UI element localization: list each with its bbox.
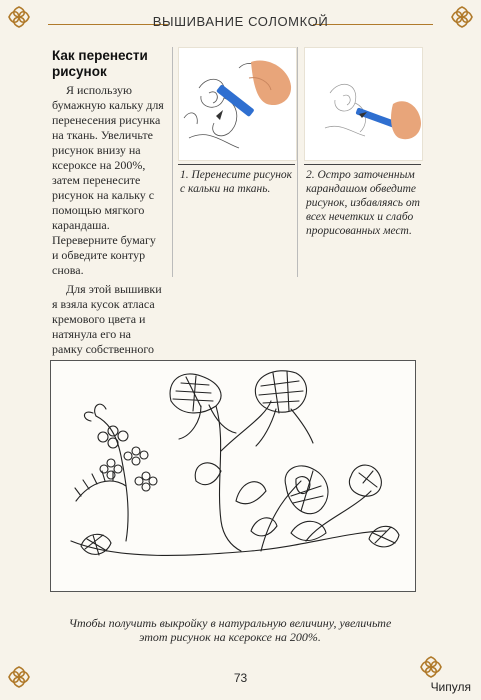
page-number: 73 <box>233 671 248 685</box>
tracing-sketch-illustration <box>179 48 296 160</box>
section-heading: Как перенести рисунок <box>52 48 148 79</box>
corner-ornament-icon <box>449 4 475 30</box>
paragraph: Для этой вышивки я взяла кусок атласа кремового цвета и натянула его на рамку собственного <box>52 282 162 356</box>
step-1-photo <box>178 47 297 161</box>
embroidery-pattern <box>50 360 416 592</box>
column-divider <box>172 47 173 277</box>
header-title: ВЫШИВАНИЕ СОЛОМКОЙ <box>152 14 329 29</box>
step-2-caption: 2. Остро заточенным карандашом обведите рисунок, избавляясь от всех нечетких и слабо прорисованных мест. <box>306 169 420 237</box>
corner-ornament-icon <box>6 4 32 30</box>
caption-rule <box>178 164 295 165</box>
step-1-caption: 1. Перенесите рисунок с кальки на ткань. <box>180 169 293 195</box>
column-divider <box>297 47 298 277</box>
pattern-caption: Чтобы получить выкройку в натуральную величину, увеличьте этот рисунок на ксероксе на 200%. <box>68 616 392 644</box>
running-header <box>22 10 459 38</box>
watermark: Чипуля <box>430 680 471 694</box>
instructions-column <box>52 48 164 372</box>
caption-rule <box>304 164 421 165</box>
tracing-sketch-illustration <box>305 48 422 160</box>
step-2-photo <box>304 47 423 161</box>
floral-pattern-drawing <box>51 361 415 591</box>
paragraph: Я использую бумажную кальку для перенесения рисунка на ткань. Увеличьте рисунок внизу на ксероксе на 200%, затем перенесите рисунок на кальку с помощью мягкого карандаша. Переверните бумагу и обведите контур снова. <box>52 83 164 277</box>
